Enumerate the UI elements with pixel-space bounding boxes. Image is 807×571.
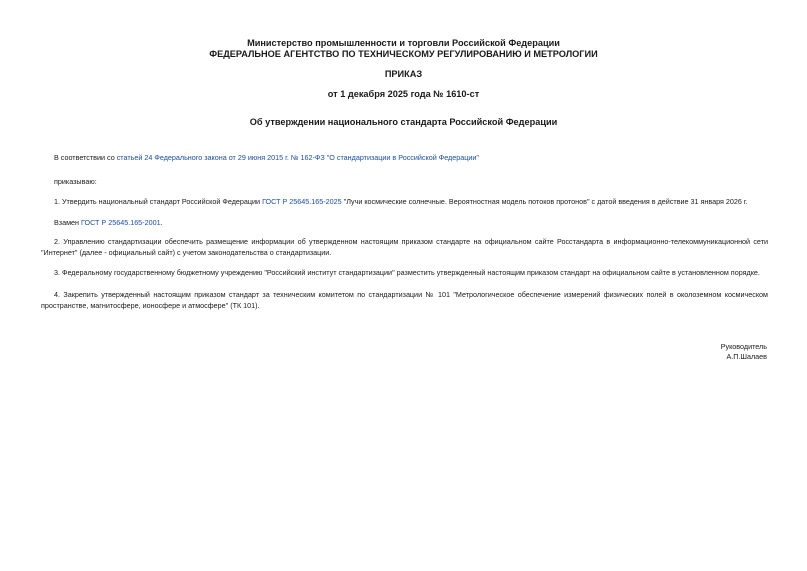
federal-law-link[interactable]: статьей 24 Федерального закона от 29 июня 2015 г. № 162-ФЗ "О стандартизации в Российской Федерации" [116, 153, 479, 162]
basis-prefix: В соответствии со [54, 153, 117, 162]
agency-name: ФЕДЕРАЛЬНОЕ АГЕНТСТВО ПО ТЕХНИЧЕСКОМУ РЕГУЛИРОВАНИЮ И МЕТРОЛОГИИ [209, 49, 598, 59]
document-date-number: от 1 декабря 2025 года № 1610-ст [327, 89, 480, 99]
replacement-suffix: . [160, 218, 163, 227]
item-4-paragraph: 4. Закрепить утвержденный настоящим приказом стандарт за техническим комитетом по стандартизации № 101 "Метрологическое обеспечение измерений физических полей в околоземном космическом пространстве, магнитосфере, ионосфере и атмосфере" (ТК 101). [41, 290, 768, 310]
replacement-prefix: Взамен [54, 218, 81, 227]
document-title: Об утверждении национального стандарта Российской Федерации [249, 117, 558, 127]
order-word: приказываю: [54, 177, 97, 186]
gost-2001-link[interactable]: ГОСТ Р 25645.165-2001 [81, 218, 161, 227]
signature-role: Руководитель [720, 342, 767, 351]
item-2-paragraph: 2. Управлению стандартизации обеспечить размещение информации об утвержденном настоящим приказом стандарте на официальном сайте Росстандарта в информационно-телекоммуникационной сети "Интернет" (далее - официальный сайт) с учетом законодательства о стандартизации. [41, 237, 768, 257]
item-1-prefix: 1. Утвердить национальный стандарт Российской Федерации [54, 197, 263, 206]
item-3-paragraph: 3. Федеральному государственному бюджетному учреждению "Российский институт стандартизации" разместить утвержденный настоящим приказом стандарт на официальном сайте в установленном порядке. [54, 268, 760, 277]
item-1-suffix: "Лучи космические солнечные. Вероятностная модель потоков протонов" с датой введения в действие 31 января 2026 г. [341, 197, 748, 206]
signature-name: А.П.Шалаев [726, 352, 767, 361]
item-1-paragraph [41, 197, 768, 208]
document-type: ПРИКАЗ [384, 69, 423, 79]
ministry-name: Министерство промышленности и торговли Российской Федерации [247, 38, 560, 48]
gost-2025-link[interactable]: ГОСТ Р 25645.165-2025 [262, 197, 342, 206]
basis-paragraph [41, 153, 768, 164]
replacement-paragraph [41, 218, 768, 229]
